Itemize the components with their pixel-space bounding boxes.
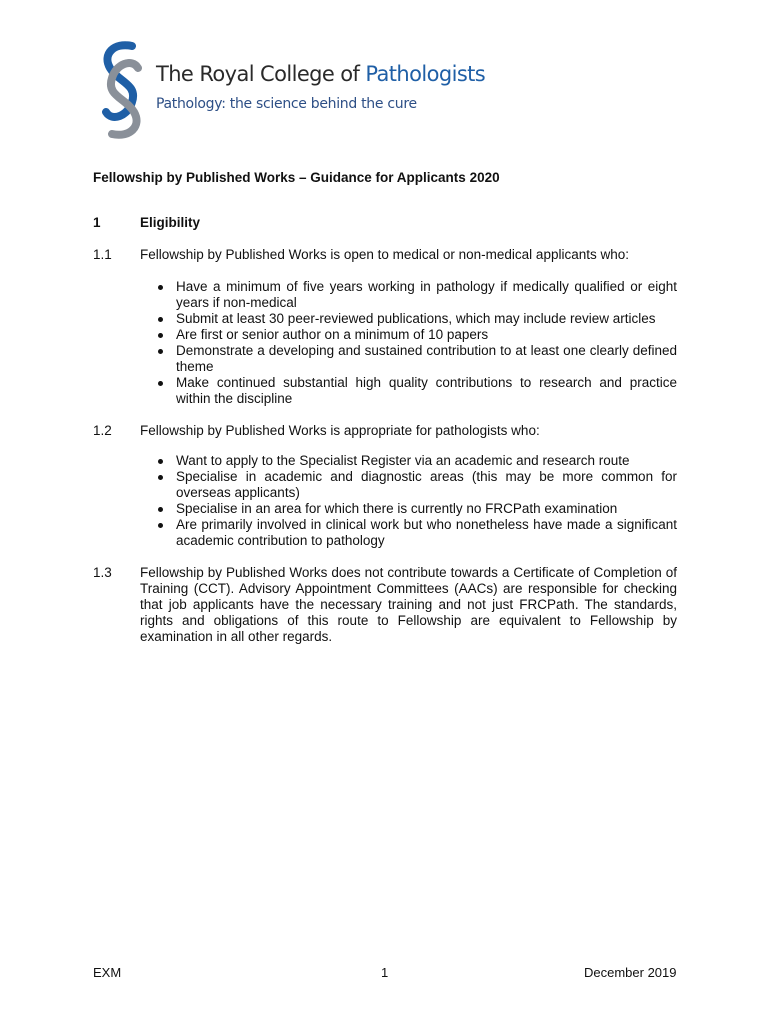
paragraph-text: Fellowship by Published Works is open to medical or non-medical applicants who: [140,247,629,262]
list-item: Specialise in academic and diagnostic areas (this may be more common for overseas applicants) [140,469,677,501]
college-logo [92,40,486,140]
list-item: Want to apply to the Specialist Register via an academic and research route [140,453,677,469]
list-item: Demonstrate a developing and sustained contribution to at least one clearly defined theme [140,343,677,375]
bullet-icon [158,349,163,354]
bullet-list-1-2 [140,453,677,549]
paragraph-text: Fellowship by Published Works does not contribute towards a Certificate of Completion of Training (CCT). Advisory Appointment Committees (AACs) are responsible for checking that job applicants have the necessary training and not just FRCPath. The standards, rights and obligations of this route to Fellowship are equivalent to Fellowship by examination in all other regards. [140,565,677,644]
org-tagline: Pathology: the science behind the cure [156,96,417,112]
list-item: Are primarily involved in clinical work but who nonetheless have made a significant academic contribution to pathology [140,517,677,549]
section-number: 1 [93,215,101,230]
bullet-icon [158,285,163,290]
bullet-list-1-1 [140,279,677,407]
paragraph-text: Fellowship by Published Works is appropriate for pathologists who: [140,423,540,438]
bullet-icon [158,475,163,480]
bullet-icon [158,523,163,528]
bullet-icon [158,333,163,338]
list-item: Are first or senior author on a minimum of 10 papers [140,327,677,343]
section-title: Eligibility [140,215,201,230]
list-item: Specialise in an area for which there is currently no FRCPath examination [140,501,677,517]
list-item: Submit at least 30 peer-reviewed publications, which may include review articles [140,311,677,327]
bullet-icon [158,507,163,512]
list-item: Make continued substantial high quality contributions to research and practice within the discipline [140,375,677,407]
paragraph-number: 1.2 [93,423,112,438]
footer-date: December 2019 [584,965,677,980]
paragraph-number: 1.3 [93,565,112,580]
bullet-icon [158,459,163,464]
page-number: 1 [381,965,389,980]
bullet-icon [158,381,163,386]
list-item: Have a minimum of five years working in pathology if medically qualified or eight years if non-medical [140,279,677,311]
paragraph-1-2 [93,423,677,439]
bullet-icon [158,317,163,322]
paragraph-number: 1.1 [93,247,112,262]
document-title: Fellowship by Published Works – Guidance for Applicants 2020 [93,170,500,185]
serpent-logo-icon [92,40,152,140]
org-name: The Royal College of Pathologists [156,62,486,86]
paragraph-1-3 [93,565,677,645]
footer-left: EXM [93,965,122,980]
paragraph-1-1 [93,247,677,263]
